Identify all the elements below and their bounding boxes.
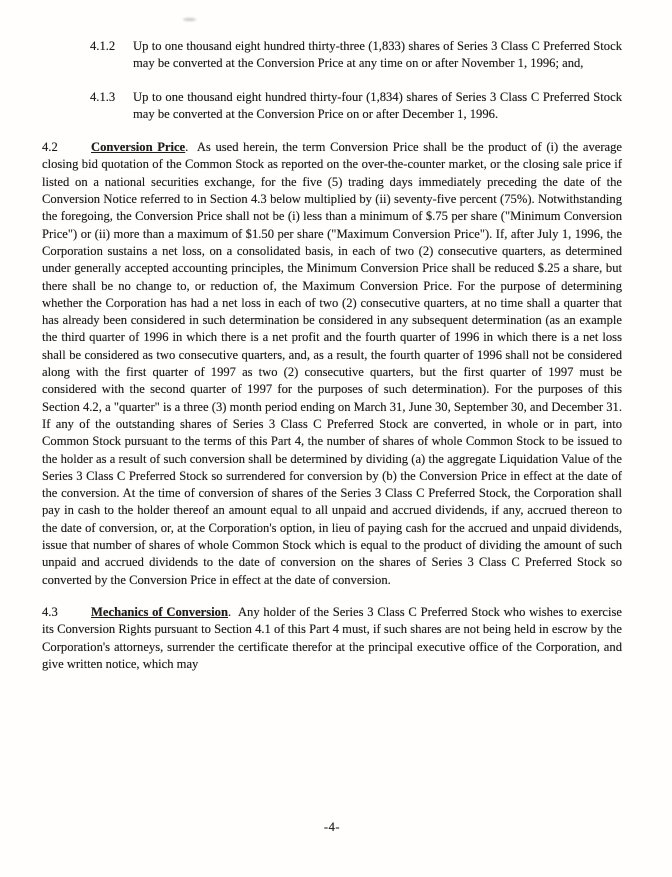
clause-number: 4.1.3	[90, 89, 116, 104]
page-number: -4-	[323, 820, 341, 834]
clause-4-1-2	[90, 38, 622, 73]
section-heading: Mechanics of Conversion	[91, 604, 228, 619]
clause-text: Up to one thousand eight hundred thirty-four (1,834) shares of Series 3 Class C Preferred Stock may be converted at the Conversion Price on or after December 1, 1996.	[133, 89, 622, 121]
document-body	[42, 38, 622, 673]
section-heading: Conversion Price	[91, 140, 186, 155]
clause-number: 4.1.2	[90, 39, 116, 53]
section-number: 4.2	[42, 140, 58, 155]
scan-smudge-artifact	[183, 18, 196, 21]
section-4-3-mechanics-of-conversion	[42, 604, 622, 673]
section-number: 4.3	[42, 604, 58, 619]
clause-text: Up to one thousand eight hundred thirty-three (1,833) shares of Series 3 Class C Preferred Stock may be converted at the Conversion Price at any time on or after November 1, 1996; and,	[133, 39, 622, 71]
clause-4-1-3	[90, 89, 622, 124]
section-4-2-conversion-price	[42, 139, 622, 589]
section-body-text: . Any holder of the Series 3 Class C Preferred Stock who wishes to exercise its Conversion Rights pursuant to Section 4.1 of this Part 4 must, if such shares are not being held in escrow by the Corporation's attorneys, surrender the certificate therefor at the principal executive office of the Corporation, and give written notice, which may	[42, 604, 622, 671]
section-body-text: . As used herein, the term Conversion Price shall be the product of (i) the average closing bid quotation of the Common Stock as reported on the over-the-counter market, or the closing sale price if listed on a national securities exchange, for the five (5) trading days immediately preceding the date of the Conversion Notice referred to in Section 4.3 below multiplied by (ii) seventy-five percent (75%). Notwithstanding the foregoing, the Conversion Price shall not be (i) less than a minimum of $.75 per share ("Minimum Conversion Price") or (ii) more than a maximum of $1.50 per share ("Maximum Conversion Price"). If, after July 1, 1996, the Corporation sustains a net loss, on a consolidated basis, in each of two (2) consecutive quarters, as determined under generally accepted accounting principles, the Minimum Conversion Price shall be reduced $.25 a share, but there shall be no change to, or reduction of, the Maximum Conversion Price. For the purpose of determining whether the Corporation has had a net loss in each of two (2) consecutive quarters, at no time shall a quarter that has already been considered in such determination be considered in any subsequent determination (as an example the third quarter of 1996 in which there is a net profit and the fourth quarter of 1996 in which there is a net loss shall be considered as two consecutive quarters, and, as a result, the fourth quarter of 1996 shall not be considered along with the first quarter of 1997 as two (2) consecutive quarters, but the first quarter of 1997 must be considered with the second quarter of 1997 for the purposes of such determination). For the purposes of this Section 4.2, a "quarter" is a three (3) month period ending on March 31, June 30, September 30, and December 31. If any of the outstanding shares of Series 3 Class C Preferred Stock are converted, in whole or in part, into Common Stock pursuant to the terms of this Part 4, the number of shares of whole Common Stock to be issued to the holder as a result of such conversion shall be determined by dividing (a) the aggregate Liquidation Value of the Series 3 Class C Preferred Stock so surrendered for conversion by (b) the Conversion Price in effect at the date of the conversion. At the time of conversion of shares of the Series 3 Class C Preferred Stock, the Corporation shall pay in cash to the holder thereof an amount equal to all unpaid and accrued dividends, if any, accrued thereon to the date of conversion, or, at the Corporation's option, in lieu of paying cash for the accrued and unpaid dividends, issue that number of shares of whole Common Stock which is equal to the product of dividing the amount of such unpaid and accrued dividends to the date of conversion on the shares of Series 3 Class C Preferred Stock so converted by the Conversion Price in effect at the date of conversion.	[42, 140, 622, 587]
